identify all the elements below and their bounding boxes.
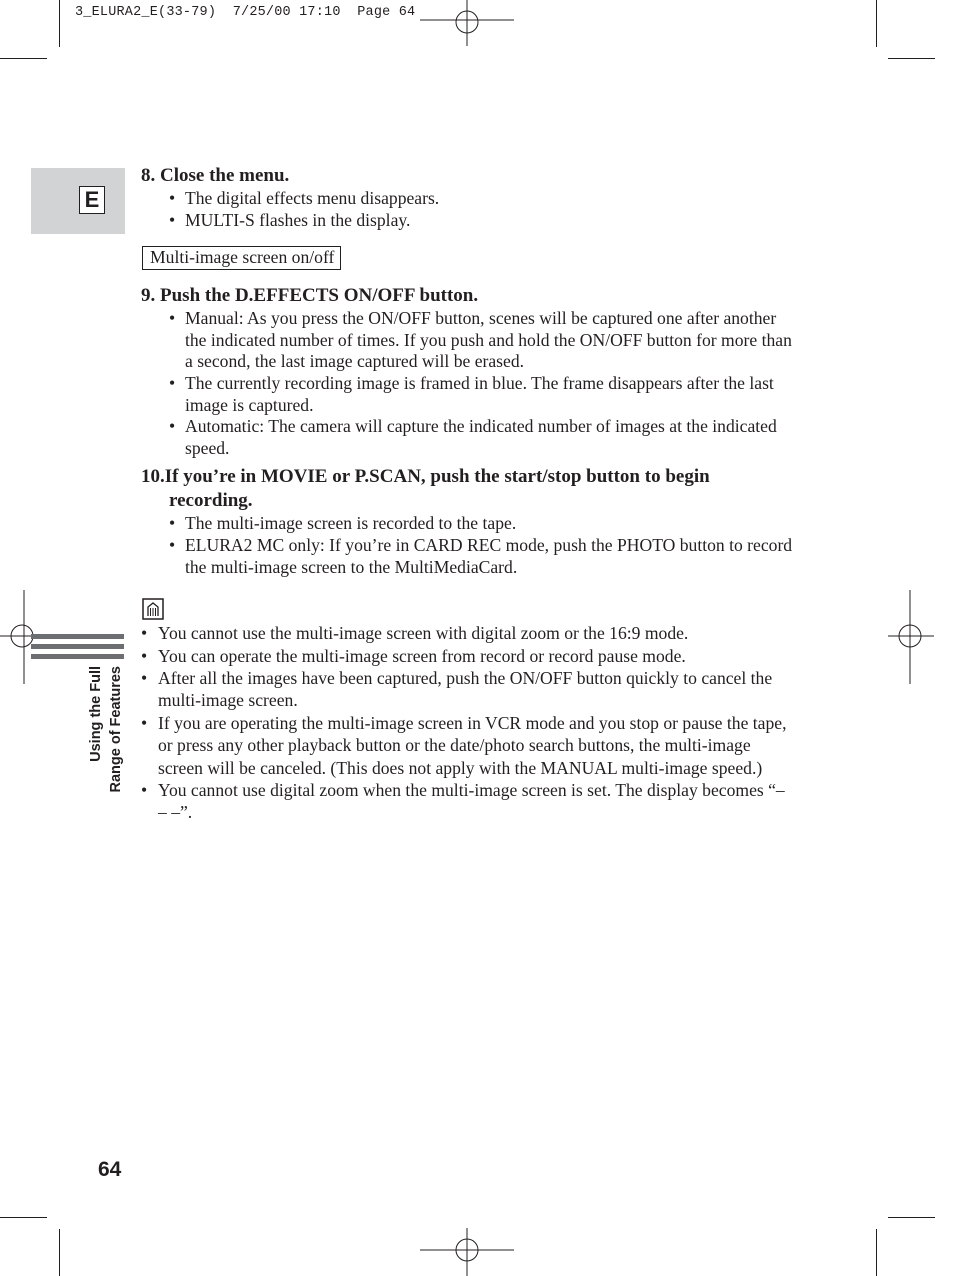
step-bullets	[141, 188, 796, 231]
bullet-text: Automatic: The camera will capture the indicated number of images at the indicated speed.	[185, 416, 777, 458]
note-text: You can operate the multi-image screen from record or record pause mode.	[158, 645, 686, 666]
side-tab-line-1: Using the Full	[88, 666, 104, 762]
bullet-text: Manual: As you press the ON/OFF button, scenes will be captured one after another the indicated number of times. If you push and hold the ON/OFF button for more than a second, the last image captured will be erased.	[185, 308, 792, 372]
list-item: • ELURA2 MC only: If you’re in CARD REC mode, push the PHOTO button to record the multi-image screen to the MultiMediaCard.	[169, 534, 793, 577]
step-heading: 9. Push the D.EFFECTS ON/OFF button.	[141, 285, 479, 307]
list-item: • Automatic: The camera will capture the indicated number of images at the indicated speed.	[169, 416, 777, 458]
list-item: • You cannot use digital zoom when the multi-image screen is set. The display becomes “– – –”.	[141, 779, 785, 823]
step-bullets	[141, 308, 796, 459]
list-item: • The currently recording image is framed in blue. The frame disappears after the last image is captured.	[169, 372, 774, 415]
crop-mark	[0, 1217, 47, 1218]
note-icon	[142, 598, 164, 620]
bullet-text: The currently recording image is framed in blue. The frame disappears after the last image is captured.	[185, 372, 774, 415]
list-item: • You can operate the multi-image screen from record or record pause mode.	[141, 645, 686, 666]
side-tab-line-2: Range of Features	[108, 666, 124, 793]
bullet-text: ELURA2 MC only: If you’re in CARD REC mode, push the PHOTO button to record the multi-image screen to the MultiMediaCard.	[185, 534, 793, 577]
bullet-text: The digital effects menu disappears.	[185, 188, 440, 208]
tab-stripe	[31, 634, 124, 639]
list-item: • If you are operating the multi-image screen in VCR mode and you stop or pause the tape, or press any other playback button or the date/photo search buttons, the multi-image screen will be canceled. (This does not apply with the MANUAL multi-image speed.)	[141, 712, 787, 778]
crop-mark	[59, 1229, 60, 1276]
list-item: • Manual: As you press the ON/OFF button, scenes will be captured one after another the indicated number of times. If you push and hold the ON/OFF button for more than a second, the last image captured will be erased.	[169, 308, 792, 372]
list-item: • MULTI-S flashes in the display.	[169, 209, 411, 230]
step-heading: 8. Close the menu.	[141, 165, 290, 186]
registration-mark-right	[886, 590, 936, 686]
note-text: After all the images have been captured, push the ON/OFF button quickly to cancel the multi-image screen.	[158, 667, 773, 711]
registration-mark-top	[420, 0, 516, 48]
bullet-text: The multi-image screen is recorded to the tape.	[185, 513, 517, 534]
crop-mark	[888, 1217, 935, 1218]
step-bullets	[141, 513, 796, 578]
tab-stripe	[31, 654, 124, 659]
registration-mark-bottom	[420, 1226, 516, 1276]
crop-mark	[59, 0, 60, 47]
bullet-text: MULTI-S flashes in the display.	[185, 209, 411, 230]
notes-list	[141, 622, 796, 824]
list-item: • After all the images have been captured, push the ON/OFF button quickly to cancel the multi-image screen.	[141, 667, 773, 711]
crop-mark	[876, 0, 877, 47]
note-text: If you are operating the multi-image screen in VCR mode and you stop or pause the tape, or press any other playback button or the date/photo search buttons, the multi-image screen will be canceled. (This does not apply with the MANUAL multi-image speed.)	[158, 712, 787, 778]
main-content	[141, 164, 796, 824]
list-item: • The multi-image screen is recorded to the tape.	[169, 513, 517, 534]
side-section-tab	[86, 666, 130, 826]
language-tab-label: E	[79, 186, 105, 214]
note-text: You cannot use digital zoom when the multi-image screen is set. The display becomes “– – –”.	[158, 779, 785, 823]
crop-mark	[876, 1229, 877, 1276]
section-label: Multi-image screen on/off	[142, 246, 341, 270]
note-text: You cannot use the multi-image screen with digital zoom or the 16:9 mode.	[158, 623, 689, 644]
list-item: • The digital effects menu disappears.	[169, 188, 440, 208]
page-number: 64	[98, 1158, 122, 1181]
tab-stripe	[31, 644, 124, 649]
language-tab	[31, 168, 125, 234]
step-heading: 10.If you’re in MOVIE or P.SCAN, push the start/stop button to begin recording.	[141, 466, 710, 512]
print-header: 3_ELURA2_E(33-79) 7/25/00 17:10 Page 64	[75, 5, 416, 20]
crop-mark	[888, 58, 935, 59]
crop-mark	[0, 58, 47, 59]
list-item: • You cannot use the multi-image screen with digital zoom or the 16:9 mode.	[141, 623, 689, 644]
